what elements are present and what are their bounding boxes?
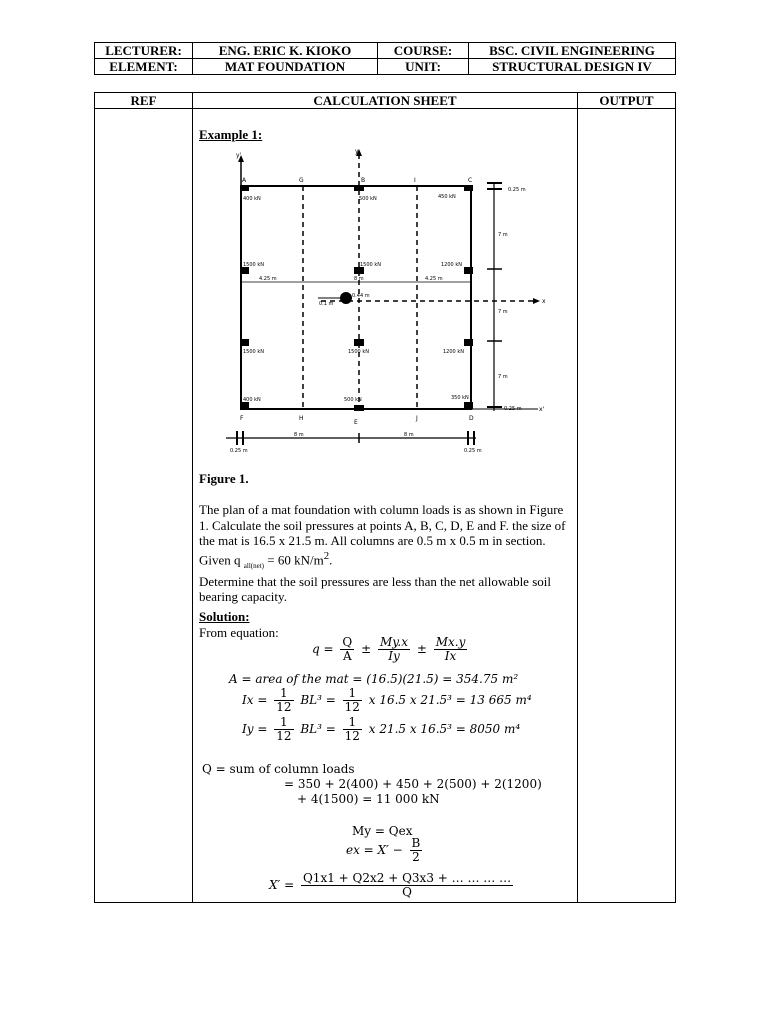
resultant-marker	[340, 292, 352, 304]
area-equation: A = area of the mat = (16.5)(21.5) = 354.75 m²	[229, 672, 519, 686]
svg-text:0.1 m: 0.1 m	[319, 301, 334, 307]
svg-text:7 m: 7 m	[498, 232, 508, 238]
calc-column-header: CALCULATION SHEET	[193, 93, 578, 109]
svg-text:400 kN: 400 kN	[243, 196, 261, 202]
header-table	[94, 42, 676, 75]
q-sum-line3: + 4(1500) = 11 000 kN	[297, 792, 440, 806]
course-label: COURSE:	[378, 43, 469, 59]
lecturer-value: ENG. ERIC K. KIOKO	[193, 43, 378, 59]
svg-text:1200 kN: 1200 kN	[441, 262, 462, 268]
lecturer-label: LECTURER:	[95, 43, 193, 59]
svg-text:4.25 m: 4.25 m	[259, 276, 277, 282]
output-column-header: OUTPUT	[578, 93, 676, 109]
iy-equation: Iy = $\frac{1}{12}$ BL³ = $\frac{1}{12}$ x 21.5 x 16.5³ = 8050 m⁴	[242, 715, 521, 743]
svg-text:D: D	[469, 415, 474, 422]
svg-text:H: H	[299, 415, 304, 422]
svg-text:450 kN: 450 kN	[438, 194, 456, 200]
my-equation: My = Qex	[352, 824, 413, 838]
svg-text:x: x	[542, 298, 546, 305]
svg-text:1500 kN: 1500 kN	[243, 349, 264, 355]
svg-text:7 m: 7 m	[498, 374, 508, 380]
svg-text:x': x'	[539, 406, 545, 413]
svg-text:0.25 m: 0.25 m	[230, 448, 248, 454]
unit-label: UNIT:	[378, 59, 469, 75]
svg-text:0.25 m: 0.25 m	[464, 448, 482, 454]
svg-text:350 kN: 350 kN	[451, 395, 469, 401]
svg-text:A: A	[242, 177, 247, 184]
svg-text:8 m: 8 m	[404, 432, 414, 438]
q-sum-line2: = 350 + 2(400) + 450 + 2(500) + 2(1200)	[284, 777, 542, 791]
svg-text:1500 kN: 1500 kN	[348, 349, 369, 355]
svg-text:500 kN: 500 kN	[344, 397, 362, 403]
svg-text:B: B	[361, 177, 366, 184]
q-sum-line1: Q = sum of column loads	[202, 762, 355, 776]
svg-text:y': y'	[236, 152, 242, 159]
svg-text:400 kN: 400 kN	[243, 397, 261, 403]
svg-text:y: y	[355, 149, 359, 155]
pressure-equation: q = $\frac{Q}{A}$ ± $\frac{My.x}{Iy}$ ± $\frac{Mx.y}{Ix}$	[312, 635, 466, 663]
svg-text:C: C	[468, 177, 473, 184]
svg-text:1500 kN: 1500 kN	[243, 262, 264, 268]
problem-statement: The plan of a mat foundation with column loads is as shown in Figure 1. Calculate the soil pressures at points A, B, C, D, E and F. the size of the mat is 16.5 x 21.5 m. All columns are 0.5 m x 0.5 m in section. Given q $_{all(net)}$ = 60 $kN/m^2$. Determine that the soil pressures are less than the net allowable soil bearing capacity.	[199, 502, 566, 605]
ex-equation: ex = X′ − $\frac{B}{2}$	[346, 836, 421, 864]
svg-text:F: F	[240, 415, 244, 422]
svg-text:1200 kN: 1200 kN	[443, 349, 464, 355]
svg-text:I: I	[414, 177, 416, 184]
element-label: ELEMENT:	[95, 59, 193, 75]
mat-foundation-figure	[206, 149, 546, 459]
xprime-equation: X′ = $\frac{Q1x1 + Q2x2 + Q3x3 + \dots \dots \dots \dots}{Q}$	[269, 871, 512, 899]
figure-caption: Figure 1.	[199, 471, 249, 486]
solution-heading: Solution: From equation:	[199, 609, 279, 640]
svg-text:E: E	[354, 419, 358, 426]
course-value: BSC. CIVIL ENGINEERING	[469, 43, 676, 59]
svg-text:0.25 m: 0.25 m	[504, 406, 522, 412]
svg-text:500 kN: 500 kN	[359, 196, 377, 202]
svg-text:J: J	[416, 415, 418, 422]
svg-text:0.25 m: 0.25 m	[508, 187, 526, 193]
svg-text:7 m: 7 m	[498, 309, 508, 315]
svg-text:G: G	[299, 177, 304, 184]
svg-text:1500 kN: 1500 kN	[360, 262, 381, 268]
ref-column-header: REF	[95, 93, 193, 109]
unit-value: STRUCTURAL DESIGN IV	[469, 59, 676, 75]
element-value: MAT FOUNDATION	[193, 59, 378, 75]
calc-content	[94, 109, 675, 904]
ix-equation: Ix = $\frac{1}{12}$ BL³ = $\frac{1}{12}$ x 16.5 x 21.5³ = 13 665 m⁴	[242, 686, 532, 714]
svg-text:4.25 m: 4.25 m	[425, 276, 443, 282]
svg-text:8 m: 8 m	[294, 432, 304, 438]
svg-text:8 m: 8 m	[354, 276, 364, 282]
svg-text:0.44 m: 0.44 m	[352, 293, 370, 299]
example-title: Example 1:	[199, 127, 263, 142]
